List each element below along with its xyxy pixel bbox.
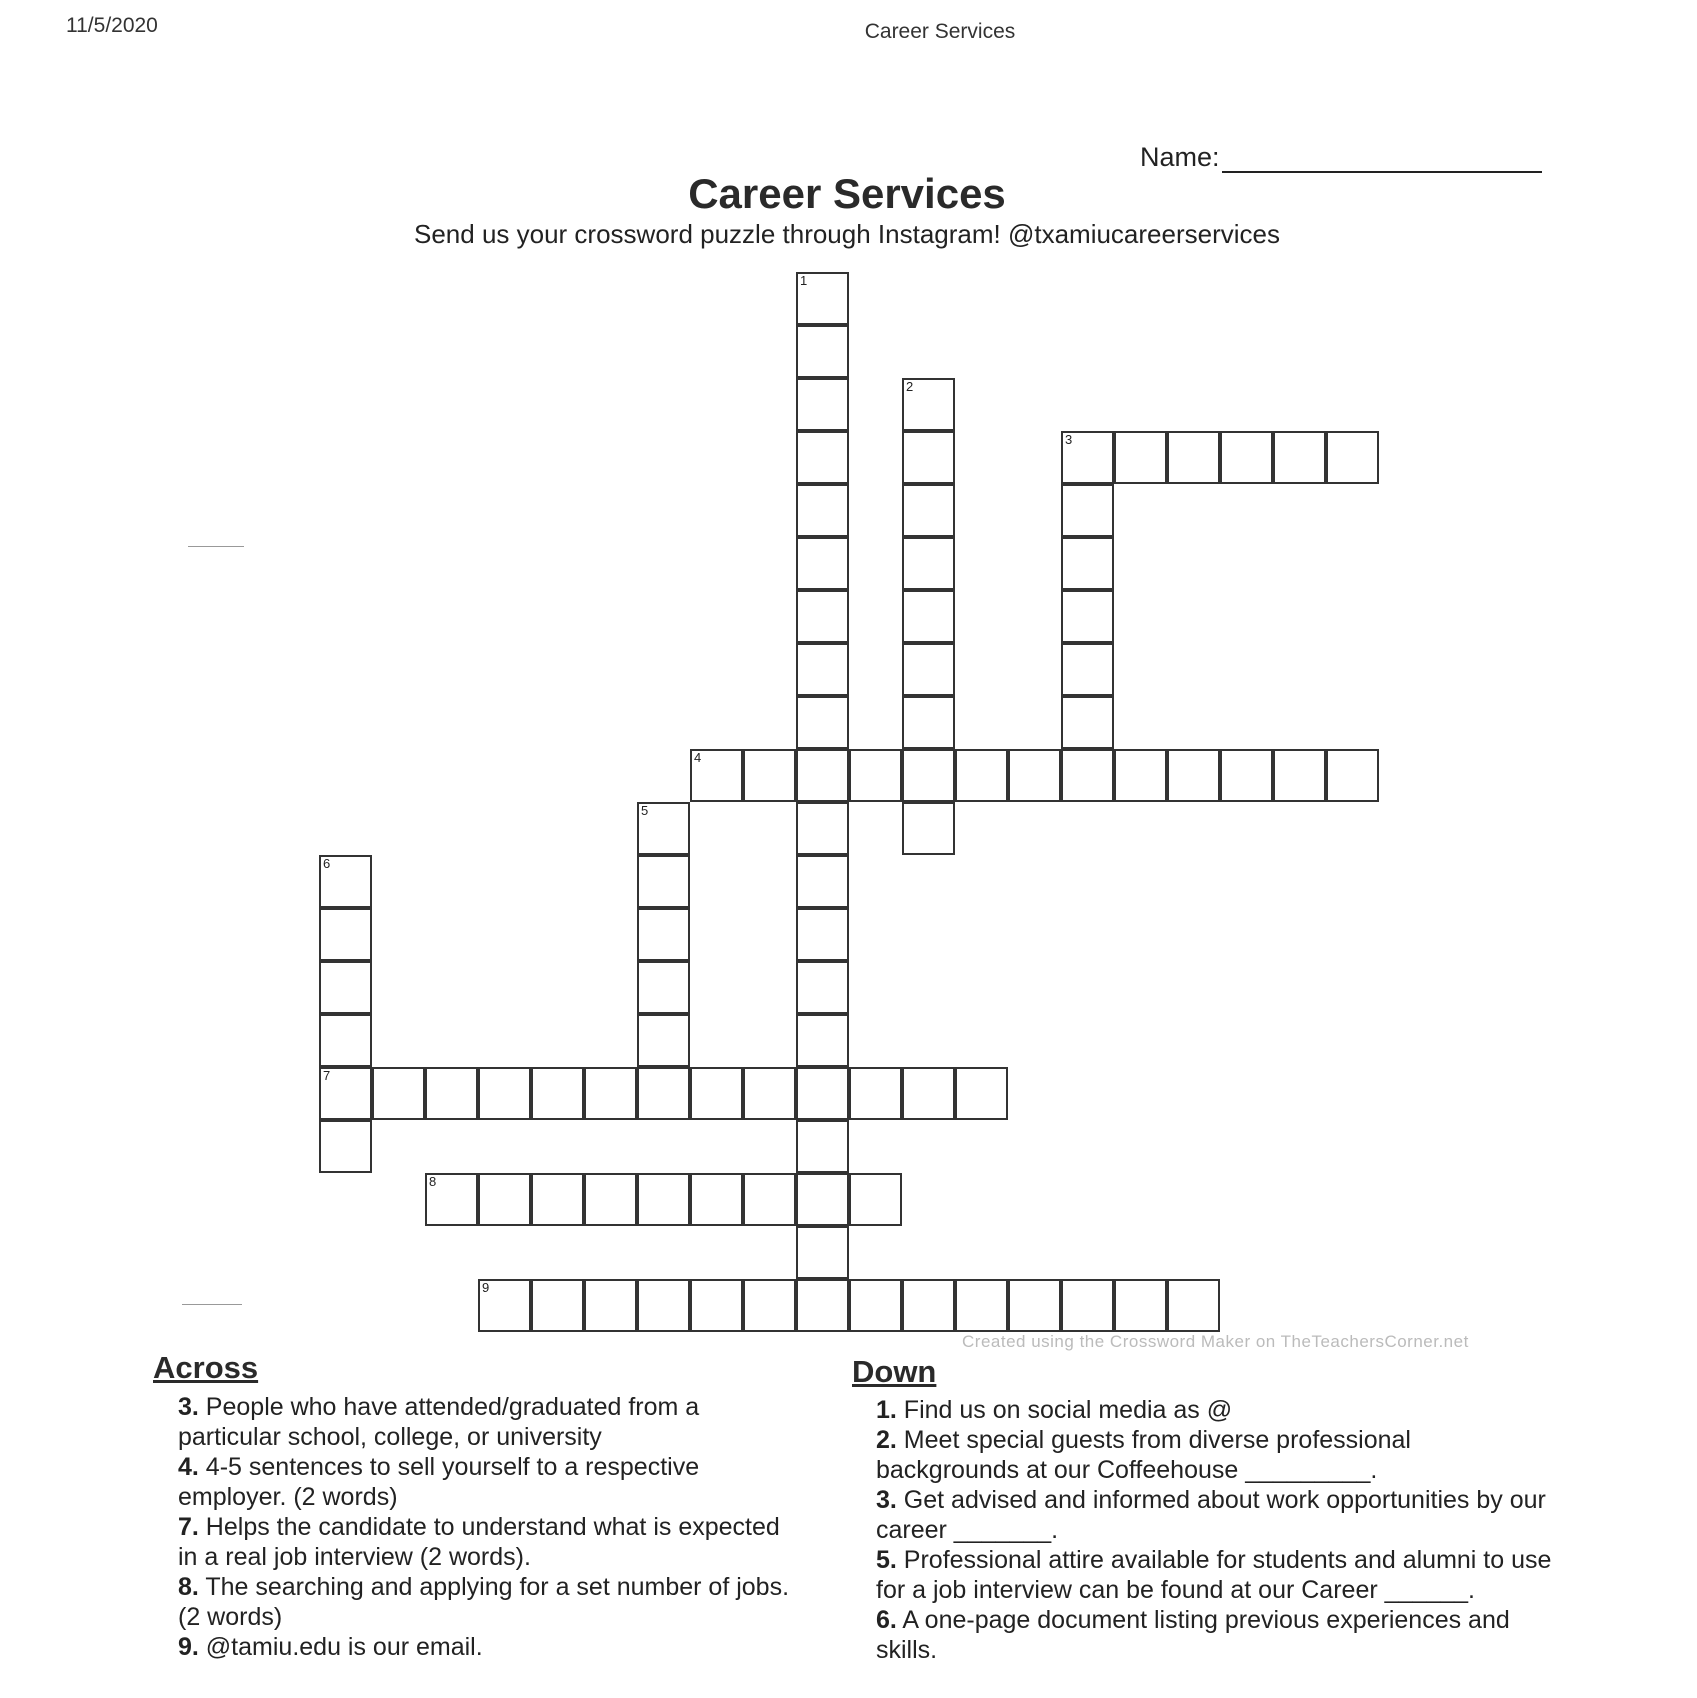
- clue-number: 7: [323, 1068, 331, 1083]
- grid-cell[interactable]: [955, 1067, 1008, 1120]
- clue-number-label: 8.: [178, 1573, 199, 1601]
- clue-text: Helps the candidate to understand what is expected in a real job interview (2 words).: [178, 1513, 780, 1571]
- grid-cell[interactable]: [637, 1173, 690, 1226]
- grid-cell[interactable]: [1114, 431, 1167, 484]
- grid-cell[interactable]: [1061, 696, 1114, 749]
- clue-number: 1: [800, 273, 808, 288]
- grid-cell[interactable]: [796, 696, 849, 749]
- grid-cell[interactable]: [319, 908, 372, 961]
- clue-text: 4-5 sentences to sell yourself to a respective employer. (2 words): [178, 1453, 700, 1511]
- grid-cell[interactable]: [637, 1014, 690, 1067]
- down-clue: [876, 1545, 1556, 1605]
- grid-cell[interactable]: [690, 1279, 743, 1332]
- grid-cell[interactable]: [796, 1173, 849, 1226]
- grid-cell[interactable]: [531, 1173, 584, 1226]
- grid-cell[interactable]: [425, 1067, 478, 1120]
- grid-cell[interactable]: [849, 1279, 902, 1332]
- clue-number: 8: [429, 1174, 437, 1189]
- grid-cell[interactable]: [1326, 431, 1379, 484]
- grid-cell[interactable]: [796, 961, 849, 1014]
- clue-text: @tamiu.edu is our email.: [198, 1633, 483, 1661]
- grid-cell[interactable]: [796, 1067, 849, 1120]
- grid-cell[interactable]: [637, 855, 690, 908]
- grid-cell[interactable]: [796, 484, 849, 537]
- grid-cell[interactable]: [1114, 1279, 1167, 1332]
- grid-cell[interactable]: [584, 1067, 637, 1120]
- down-clue: [876, 1605, 1556, 1665]
- grid-cell[interactable]: [849, 1173, 902, 1226]
- clue-number-label: 6.: [876, 1606, 897, 1634]
- page-title: Career Services: [688, 170, 1006, 217]
- grid-cell[interactable]: [531, 1279, 584, 1332]
- grid-cell[interactable]: [319, 855, 372, 908]
- grid-cell[interactable]: [319, 1067, 372, 1120]
- grid-cell[interactable]: [531, 1067, 584, 1120]
- grid-cell[interactable]: [796, 378, 849, 431]
- clue-number: 4: [694, 750, 702, 765]
- grid-cell[interactable]: [902, 802, 955, 855]
- grid-cell[interactable]: [372, 1067, 425, 1120]
- clue-number-label: 1.: [876, 1396, 897, 1424]
- scan-mark: [188, 546, 244, 547]
- grid-cell[interactable]: [637, 802, 690, 855]
- across-clue: [178, 1512, 798, 1572]
- grid-cell[interactable]: [902, 378, 955, 431]
- grid-cell[interactable]: [584, 1173, 637, 1226]
- grid-cell[interactable]: [796, 325, 849, 378]
- print-date: 11/5/2020: [66, 14, 158, 37]
- clue-number: 9: [482, 1280, 490, 1295]
- across-clue: [178, 1392, 798, 1452]
- grid-cell[interactable]: [796, 272, 849, 325]
- grid-cell[interactable]: [1008, 1279, 1061, 1332]
- grid-cell[interactable]: [796, 1014, 849, 1067]
- grid-cell[interactable]: [1008, 749, 1061, 802]
- clue-number: 3: [1065, 432, 1073, 447]
- grid-cell[interactable]: [743, 1279, 796, 1332]
- grid-cell[interactable]: [796, 643, 849, 696]
- grid-cell[interactable]: [1061, 1279, 1114, 1332]
- grid-cell[interactable]: [637, 961, 690, 1014]
- grid-cell[interactable]: [637, 1067, 690, 1120]
- grid-cell[interactable]: [902, 537, 955, 590]
- down-heading: Down: [852, 1354, 937, 1389]
- down-clue: [876, 1425, 1556, 1485]
- grid-cell[interactable]: [743, 1067, 796, 1120]
- grid-cell[interactable]: [690, 1173, 743, 1226]
- grid-cell[interactable]: [1326, 749, 1379, 802]
- grid-cell[interactable]: [902, 484, 955, 537]
- clue-number: 2: [906, 379, 914, 394]
- clue-number-label: 7.: [178, 1513, 199, 1541]
- grid-cell[interactable]: [1167, 431, 1220, 484]
- grid-cell[interactable]: [319, 961, 372, 1014]
- grid-cell[interactable]: [1220, 431, 1273, 484]
- grid-cell[interactable]: [478, 1279, 531, 1332]
- grid-cell[interactable]: [743, 749, 796, 802]
- clue-number: 6: [323, 856, 331, 871]
- grid-cell[interactable]: [1061, 643, 1114, 696]
- down-clue-list: [876, 1395, 1556, 1665]
- credit-line: Created using the Crossword Maker on TheTeachersCorner.net: [962, 1332, 1469, 1351]
- grid-cell[interactable]: [690, 749, 743, 802]
- clue-number-label: 3.: [876, 1486, 897, 1514]
- grid-cell[interactable]: [955, 1279, 1008, 1332]
- grid-cell[interactable]: [1220, 749, 1273, 802]
- grid-cell[interactable]: [796, 749, 849, 802]
- page-subtitle: Send us your crossword puzzle through Instagram! @txamiucareerservices: [414, 219, 1280, 249]
- grid-cell[interactable]: [796, 802, 849, 855]
- grid-cell[interactable]: [796, 908, 849, 961]
- clue-number: 5: [641, 803, 649, 818]
- grid-cell[interactable]: [902, 749, 955, 802]
- grid-cell[interactable]: [849, 1067, 902, 1120]
- grid-cell[interactable]: [478, 1067, 531, 1120]
- clue-number-label: 3.: [178, 1393, 199, 1421]
- clue-text: People who have attended/graduated from a particular school, college, or university: [178, 1393, 700, 1451]
- grid-cell[interactable]: [955, 749, 1008, 802]
- grid-cell[interactable]: [849, 749, 902, 802]
- grid-cell[interactable]: [796, 855, 849, 908]
- grid-cell[interactable]: [1273, 749, 1326, 802]
- grid-cell[interactable]: [637, 908, 690, 961]
- grid-cell[interactable]: [1061, 590, 1114, 643]
- scan-mark: [182, 1304, 242, 1305]
- grid-cell[interactable]: [902, 696, 955, 749]
- grid-cell[interactable]: [319, 1014, 372, 1067]
- grid-cell[interactable]: [796, 590, 849, 643]
- grid-cell[interactable]: [1061, 537, 1114, 590]
- grid-cell[interactable]: [1061, 484, 1114, 537]
- grid-cell[interactable]: [319, 1120, 372, 1173]
- clue-text: Get advised and informed about work opportunities by our career _______.: [876, 1486, 1546, 1544]
- across-clue: [178, 1632, 798, 1662]
- running-header: Career Services: [864, 20, 1016, 43]
- clue-number-label: 5.: [876, 1546, 897, 1574]
- grid-cell[interactable]: [902, 590, 955, 643]
- grid-cell[interactable]: [796, 1120, 849, 1173]
- across-clue-list: [178, 1392, 798, 1662]
- grid-cell[interactable]: [1167, 749, 1220, 802]
- grid-cell[interactable]: [478, 1173, 531, 1226]
- grid-cell[interactable]: [796, 537, 849, 590]
- grid-cell[interactable]: [796, 1279, 849, 1332]
- grid-cell[interactable]: [1061, 431, 1114, 484]
- grid-cell[interactable]: [1061, 749, 1114, 802]
- grid-cell[interactable]: [1273, 431, 1326, 484]
- grid-cell[interactable]: [796, 1226, 849, 1279]
- across-heading: Across: [153, 1350, 259, 1385]
- grid-cell[interactable]: [902, 1279, 955, 1332]
- grid-cell[interactable]: [902, 643, 955, 696]
- grid-cell[interactable]: [902, 1067, 955, 1120]
- name-label: Name:: [1140, 142, 1220, 172]
- clue-number-label: 4.: [178, 1453, 199, 1481]
- across-clue: [178, 1572, 798, 1632]
- grid-cell[interactable]: [1114, 749, 1167, 802]
- across-clue: [178, 1452, 798, 1512]
- grid-cell[interactable]: [796, 431, 849, 484]
- clue-text: Professional attire available for students and alumni to use for a job interview can be found at our Career ______.: [876, 1546, 1552, 1604]
- down-clue: [876, 1485, 1556, 1545]
- grid-cell[interactable]: [743, 1173, 796, 1226]
- down-clue: [876, 1395, 1556, 1425]
- clue-text: A one-page document listing previous experiences and skills.: [876, 1606, 1510, 1664]
- grid-cell[interactable]: [690, 1067, 743, 1120]
- clue-number-label: 2.: [876, 1426, 897, 1454]
- grid-cell[interactable]: [425, 1173, 478, 1226]
- clue-text: The searching and applying for a set number of jobs. (2 words): [178, 1573, 790, 1631]
- grid-cell[interactable]: [902, 431, 955, 484]
- grid-cell[interactable]: [584, 1279, 637, 1332]
- grid-cell[interactable]: [1167, 1279, 1220, 1332]
- grid-cell[interactable]: [637, 1279, 690, 1332]
- clue-number-label: 9.: [178, 1633, 199, 1661]
- clue-text: Find us on social media as @: [896, 1396, 1233, 1424]
- clue-text: Meet special guests from diverse professional backgrounds at our Coffeehouse _________.: [876, 1426, 1411, 1484]
